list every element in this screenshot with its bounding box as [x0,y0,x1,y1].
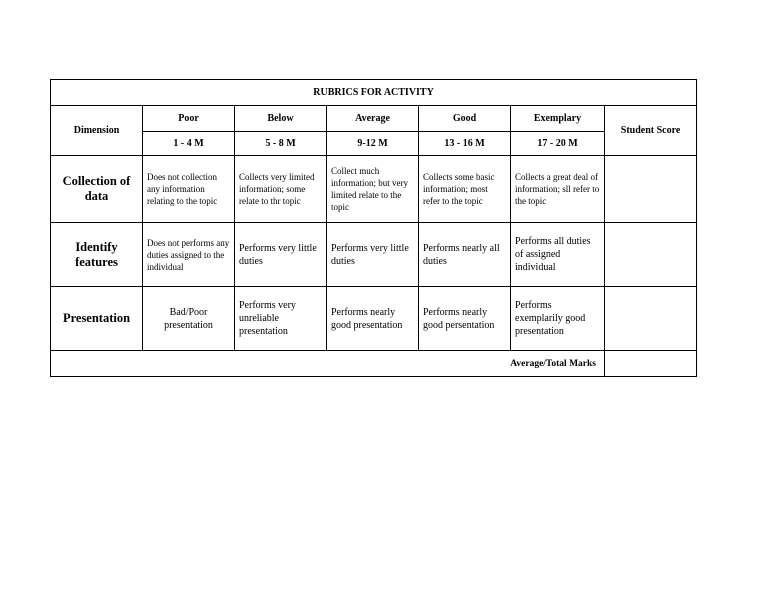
criteria-cell: Performs very unreliable presentation [235,287,327,351]
level-good-label: Good [419,106,511,132]
criteria-cell: Performs nearly good persentation [419,287,511,351]
rubric-title: RUBRICS FOR ACTIVITY [51,80,697,106]
rubric-table [50,79,697,377]
level-poor-label: Poor [143,106,235,132]
criteria-cell: Bad/Poor presentation [143,287,235,351]
criteria-cell: Performs nearly all duties [419,223,511,287]
dimension-collection-of-data: Collection of data [51,156,143,223]
level-average-label: Average [327,106,419,132]
level-good-range: 13 - 16 M [419,132,511,156]
student-score-cell[interactable] [605,223,697,287]
total-row [51,351,697,377]
table-row [51,287,697,351]
level-average-range: 9-12 M [327,132,419,156]
criteria-cell: Does not performs any duties assigned to the individual [143,223,235,287]
criteria-cell: Performs very little duties [235,223,327,287]
total-marks-label: Average/Total Marks [51,351,605,377]
student-score-cell[interactable] [605,287,697,351]
criteria-cell: Collects some basic information; most refer to the topic [419,156,511,223]
table-row [51,156,697,223]
student-score-cell[interactable] [605,156,697,223]
criteria-cell: Does not collection any information relating to the topic [143,156,235,223]
criteria-cell: Collect much information; but very limited relate to the topic [327,156,419,223]
level-below-label: Below [235,106,327,132]
criteria-cell: Performs exemplarily good presentation [511,287,605,351]
table-row [51,223,697,287]
level-below-range: 5 - 8 M [235,132,327,156]
dimension-presentation: Presentation [51,287,143,351]
dimension-identify-features: Identify features [51,223,143,287]
total-marks-cell[interactable] [605,351,697,377]
criteria-cell: Collects very limited information; some relate to thr topic [235,156,327,223]
criteria-cell: Performs very little duties [327,223,419,287]
level-exemplary-label: Exemplary [511,106,605,132]
dimension-header: Dimension [51,106,143,156]
criteria-cell: Performs all duties of assigned individual [511,223,605,287]
student-score-header: Student Score [605,106,697,156]
level-poor-range: 1 - 4 M [143,132,235,156]
level-exemplary-range: 17 - 20 M [511,132,605,156]
criteria-cell: Performs nearly good presentation [327,287,419,351]
criteria-cell: Collects a great deal of information; sll refer to the topic [511,156,605,223]
